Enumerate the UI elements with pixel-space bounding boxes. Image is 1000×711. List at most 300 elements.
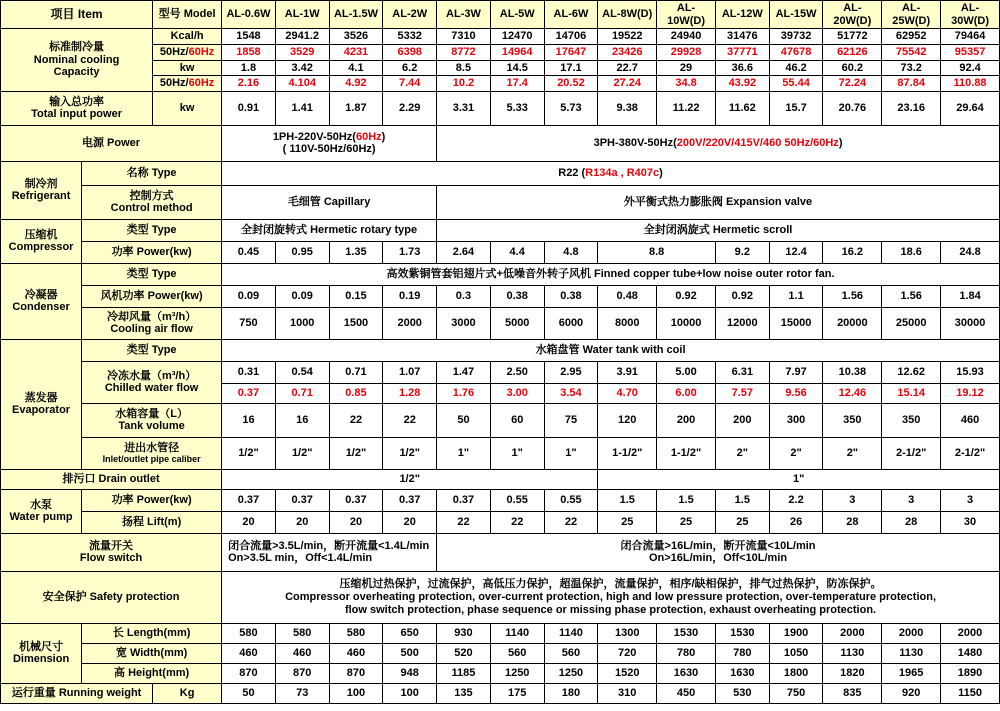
cell: 2-1/2" [882,437,941,469]
cell: 3.31 [437,91,491,125]
cell: 870 [275,663,329,683]
flow-switch-left: 闭合流量>3.5L/min，断开流量<1.4L/min On>3.5L min，Off<1.4L/min [222,533,437,571]
header-model-5: AL-5W [490,1,544,29]
cell: 1/2" [329,437,383,469]
header-model-6: AL-6W [544,1,598,29]
cell: 2" [715,437,769,469]
cell: 4.1 [329,60,383,76]
cell: 1.56 [882,285,941,307]
label-power: 电源 Power [1,125,222,161]
cell: 16 [222,403,276,437]
cell: 580 [275,623,329,643]
cell: 95357 [941,44,1000,60]
cell: 15.93 [941,361,1000,383]
cell: 4.8 [544,241,598,263]
label-condenser [1,263,82,339]
header-model-0: AL-0.6W [222,1,276,29]
cell: 175 [490,683,544,703]
cell: 31476 [715,29,769,45]
cell: 12.4 [769,241,823,263]
cell: 2941.2 [275,29,329,45]
label-nominal-cooling-cn: 标准制冷量 [49,41,105,54]
header-model-11: AL-20W(D) [823,1,882,29]
cell: 87.84 [882,76,941,92]
cell: 8.8 [598,241,716,263]
cell: 1.5 [598,489,657,511]
cell: 2.29 [383,91,437,125]
cell: 1.5 [715,489,769,511]
cell: 19522 [598,29,657,45]
cell: 14964 [490,44,544,60]
cell: 1480 [941,643,1000,663]
row-pump-lift [1,511,1000,533]
cell: 0.09 [275,285,329,307]
label-pump-lift: 扬程 Lift(m) [82,511,222,533]
label-length: 长 Length(mm) [82,623,222,643]
cell: 3000 [437,307,491,339]
cell: 1140 [544,623,598,643]
cell: 1.56 [823,285,882,307]
cell: 1800 [769,663,823,683]
cell: 310 [598,683,657,703]
header-model-8: AL-10W(D) [657,1,716,29]
cell: 23426 [598,44,657,60]
cell: 25000 [882,307,941,339]
header-model-2: AL-1.5W [329,1,383,29]
label-width: 宽 Width(mm) [82,643,222,663]
cell: 22 [490,511,544,533]
label-compressor [1,219,82,263]
row-pipe-caliber [1,437,1000,469]
cell: 29.64 [941,91,1000,125]
cell: 19.12 [941,383,1000,403]
cell: 1300 [598,623,657,643]
cell: 0.92 [657,285,716,307]
cell: 24940 [657,29,716,45]
cell: 0.37 [222,489,276,511]
cell: 1/2" [383,437,437,469]
cell: 9.2 [715,241,769,263]
cell: 0.37 [329,489,383,511]
cell: 7.44 [383,76,437,92]
cell: 1548 [222,29,276,45]
cell: 1.35 [329,241,383,263]
cell: 60.2 [823,60,882,76]
label-compressor-type: 类型 Type [82,219,222,241]
cell: 51772 [823,29,882,45]
cell: 0.54 [275,361,329,383]
cell: 2000 [882,623,941,643]
cell: 50 [437,403,491,437]
cell: 1185 [437,663,491,683]
cell: 4.4 [490,241,544,263]
compressor-type-scroll: 全封闭涡旋式 Hermetic scroll [437,219,1000,241]
cell: 92.4 [941,60,1000,76]
cell: 1" [437,437,491,469]
cell: 1965 [882,663,941,683]
cell: 29928 [657,44,716,60]
label-condenser-cn: 冷凝器 [24,288,58,301]
cell: 1" [490,437,544,469]
label-control-method: 控制方式 Control method [82,185,222,219]
cell: 34.8 [657,76,716,92]
cell: 1.76 [437,383,491,403]
cell: 1900 [769,623,823,643]
unit-running-weight: Kg [153,683,222,703]
cell: 11.62 [715,91,769,125]
cell: 16.2 [823,241,882,263]
cell: 0.09 [222,285,276,307]
cell: 37771 [715,44,769,60]
cell: 22 [544,511,598,533]
cell: 6.31 [715,361,769,383]
cell: 22 [383,403,437,437]
cell: 948 [383,663,437,683]
cell: 1/2" [222,437,276,469]
cell: 5.73 [544,91,598,125]
cell: 25 [598,511,657,533]
cell: 20.76 [823,91,882,125]
cell: 835 [823,683,882,703]
cell: 2000 [383,307,437,339]
cell: 8772 [437,44,491,60]
row-refrigerant-type [1,161,1000,185]
label-running-weight: 运行重量 Running weight [1,683,153,703]
flow-switch-right: 闭合流量>16L/min，断开流量<10L/min On>16L/min，Off<10L/min [437,533,1000,571]
cell: 6.2 [383,60,437,76]
label-height: 高 Height(mm) [82,663,222,683]
cell: 1.47 [437,361,491,383]
cell: 720 [598,643,657,663]
label-evaporator [1,339,82,469]
cell: 780 [715,643,769,663]
cell: 1.41 [275,91,329,125]
label-total-input-power-en: Total input power [31,108,122,121]
cell: 1.84 [941,285,1000,307]
cell: 520 [437,643,491,663]
cell: 47678 [769,44,823,60]
cell: 6.00 [657,383,716,403]
cell: 1630 [657,663,716,683]
cell: 2" [769,437,823,469]
cell: 27.24 [598,76,657,92]
cell: 1" [544,437,598,469]
cell: 1500 [329,307,383,339]
label-condenser-type: 类型 Type [82,263,222,285]
cell: 3.00 [490,383,544,403]
cell: 580 [329,623,383,643]
cell: 1890 [941,663,1000,683]
row-condenser-type [1,263,1000,285]
cell: 580 [222,623,276,643]
label-condenser-en: Condenser [12,301,70,314]
cell: 10.38 [823,361,882,383]
cell: 1530 [715,623,769,643]
cell: 18.6 [882,241,941,263]
row-condenser-air-flow [1,307,1000,339]
cell: 3529 [275,44,329,60]
cell: 73 [275,683,329,703]
cell: 7.57 [715,383,769,403]
cell: 20 [275,511,329,533]
cell: 17.1 [544,60,598,76]
label-water-pump [1,489,82,533]
cell: 2000 [823,623,882,643]
cell: 20 [383,511,437,533]
cell: 11.22 [657,91,716,125]
label-water-pump-cn: 水泵 [30,498,53,511]
header-model-1: AL-1W [275,1,329,29]
cell: 5.00 [657,361,716,383]
cell: 55.44 [769,76,823,92]
cell: 3 [823,489,882,511]
condenser-type-value: 高效紫铜管套铝翅片式+低噪音外转子风机 Finned copper tube+low noise outer rotor fan. [222,263,1000,285]
cell: 1.87 [329,91,383,125]
row-safety-protection [1,571,1000,623]
cell: 17.4 [490,76,544,92]
cell: 1.73 [383,241,437,263]
label-compressor-en: Compressor [8,241,74,254]
cell: 4231 [329,44,383,60]
label-dimension: 机械尺寸 Dimension [1,623,82,683]
label-refrigerant-en: Refrigerant [11,190,71,203]
header-model-9: AL-12W [715,1,769,29]
compressor-type-rotary: 全封闭旋转式 Hermetic rotary type [222,219,437,241]
cell: 1250 [490,663,544,683]
cell: 870 [329,663,383,683]
cell: 0.55 [544,489,598,511]
row-drain-outlet [1,469,1000,489]
label-nominal-cooling-en1: Nominal cooling [33,53,120,66]
cell: 72.24 [823,76,882,92]
cell: 46.2 [769,60,823,76]
drain-outlet-right: 1" [598,469,1000,489]
header-item: 项目 Item [1,1,153,29]
cell: 62126 [823,44,882,60]
cell: 6398 [383,44,437,60]
label-chilled-water-flow: 冷冻水量（m³/h） Chilled water flow [82,361,222,403]
label-nominal-cooling-en2: Capacity [53,66,100,79]
refrigerant-type-value: R22 (R134a , R407c) [222,161,1000,185]
cell: 14706 [544,29,598,45]
header-model-4: AL-3W [437,1,491,29]
row-running-weight [1,683,1000,703]
unit-kcal: Kcal/h [153,29,222,45]
cell: 460 [222,643,276,663]
cell: 15.7 [769,91,823,125]
cell: 3.42 [275,60,329,76]
row-pump-power [1,489,1000,511]
cell: 15000 [769,307,823,339]
cell: 0.71 [329,361,383,383]
cell: 0.3 [437,285,491,307]
header-model-12: AL-25W(D) [882,1,941,29]
cell: 26 [769,511,823,533]
cell: 12000 [715,307,769,339]
cell: 2-1/2" [941,437,1000,469]
label-nominal-cooling [1,29,153,92]
cell: 20000 [823,307,882,339]
unit-kcal-60hz: 50Hz/60Hz [153,44,222,60]
cell: 0.95 [275,241,329,263]
cell: 0.31 [222,361,276,383]
cell: 0.19 [383,285,437,307]
row-chilled-water-flow [1,361,1000,383]
cell: 4.92 [329,76,383,92]
row-dimension-length [1,623,1000,643]
control-method-expansion-valve: 外平衡式热力膨胀阀 Expansion valve [437,185,1000,219]
cell: 20 [222,511,276,533]
label-refrigerant [1,161,82,219]
cell: 7310 [437,29,491,45]
cell: 1-1/2" [657,437,716,469]
cell: 7.97 [769,361,823,383]
label-refrigerant-cn: 制冷剂 [24,177,58,190]
cell: 930 [437,623,491,643]
cell: 100 [383,683,437,703]
cell: 650 [383,623,437,643]
power-single-phase: 1PH-220V-50Hz(60Hz) ( 110V-50Hz/60Hz) [222,125,437,161]
cell: 14.5 [490,60,544,76]
row-condenser-fan-power [1,285,1000,307]
cell: 560 [544,643,598,663]
cell: 62952 [882,29,941,45]
cell: 3 [882,489,941,511]
cell: 1140 [490,623,544,643]
header-model-10: AL-15W [769,1,823,29]
cell: 350 [882,403,941,437]
cell: 20 [329,511,383,533]
cell: 1/2" [275,437,329,469]
cell: 1858 [222,44,276,60]
header-model-7: AL-8W(D) [598,1,657,29]
cell: 73.2 [882,60,941,76]
cell: 2.2 [769,489,823,511]
cell: 560 [490,643,544,663]
row-dimension-width [1,643,1000,663]
label-condenser-air-flow: 冷却风量（m³/h） Cooling air flow [82,307,222,339]
cell: 3 [941,489,1000,511]
label-compressor-power: 功率 Power(kw) [82,241,222,263]
label-safety-protection: 安全保护 Safety protection [1,571,222,623]
cell: 22 [329,403,383,437]
label-evaporator-cn: 蒸发器 [24,391,58,404]
label-flow-switch-cn: 流量开关 [89,539,134,552]
cell: 9.38 [598,91,657,125]
cell: 9.56 [769,383,823,403]
cell: 0.91 [222,91,276,125]
cell: 15.14 [882,383,941,403]
cell: 1820 [823,663,882,683]
cell: 350 [823,403,882,437]
unit-kw: kw [153,60,222,76]
cell: 1050 [769,643,823,663]
header-model-3: AL-2W [383,1,437,29]
cell: 1630 [715,663,769,683]
cell: 8.5 [437,60,491,76]
cell: 12.46 [823,383,882,403]
cell: 0.92 [715,285,769,307]
cell: 25 [715,511,769,533]
cell: 6000 [544,307,598,339]
cell: 460 [275,643,329,663]
cell: 0.45 [222,241,276,263]
label-total-input-power [1,91,153,125]
cell: 0.48 [598,285,657,307]
cell: 0.55 [490,489,544,511]
power-three-phase: 3PH-380V-50Hz(200V/220V/415V/460 50Hz/60Hz) [437,125,1000,161]
cell: 12.62 [882,361,941,383]
cell: 1.1 [769,285,823,307]
cell: 10000 [657,307,716,339]
cell: 0.38 [490,285,544,307]
header-model: 型号 Model [153,1,222,29]
cell: 1130 [823,643,882,663]
cell: 500 [383,643,437,663]
label-evaporator-en: Evaporator [12,404,71,417]
cell: 43.92 [715,76,769,92]
row-flow-switch [1,533,1000,571]
cell: 2000 [941,623,1000,643]
cell: 1-1/2" [598,437,657,469]
cell: 450 [657,683,716,703]
table-header-row [1,1,1000,29]
cell: 22 [437,511,491,533]
cell: 1150 [941,683,1000,703]
cell: 0.37 [437,489,491,511]
cell: 0.37 [275,489,329,511]
cell: 0.15 [329,285,383,307]
cell: 530 [715,683,769,703]
row-power [1,125,1000,161]
cell: 870 [222,663,276,683]
cell: 8000 [598,307,657,339]
cell: 3526 [329,29,383,45]
row-tank-volume [1,403,1000,437]
cell: 60 [490,403,544,437]
cell: 100 [329,683,383,703]
cell: 5.33 [490,91,544,125]
unit-kw-60hz: 50Hz/60Hz [153,76,222,92]
cell: 0.71 [275,383,329,403]
cell: 780 [657,643,716,663]
cell: 2.50 [490,361,544,383]
header-model-13: AL-30W(D) [941,1,1000,29]
row-refrigerant-control [1,185,1000,219]
label-flow-switch-en: Flow switch [79,552,143,565]
label-water-pump-en: Water pump [9,511,73,524]
label-condenser-fan-power: 风机功率 Power(kw) [82,285,222,307]
cell: 2.95 [544,361,598,383]
control-method-capillary: 毛细管 Capillary [222,185,437,219]
cell: 39732 [769,29,823,45]
label-compressor-cn: 压缩机 [24,228,58,241]
label-refrigerant-type: 名称 Type [82,161,222,185]
cell: 2.64 [437,241,491,263]
cell: 0.37 [383,489,437,511]
cell: 200 [657,403,716,437]
cell: 460 [941,403,1000,437]
cell: 29 [657,60,716,76]
cell: 0.37 [222,383,276,403]
cell: 20.52 [544,76,598,92]
cell: 750 [222,307,276,339]
cell: 1.28 [383,383,437,403]
row-dimension-height [1,663,1000,683]
cell: 2" [823,437,882,469]
cell: 0.85 [329,383,383,403]
cell: 79464 [941,29,1000,45]
